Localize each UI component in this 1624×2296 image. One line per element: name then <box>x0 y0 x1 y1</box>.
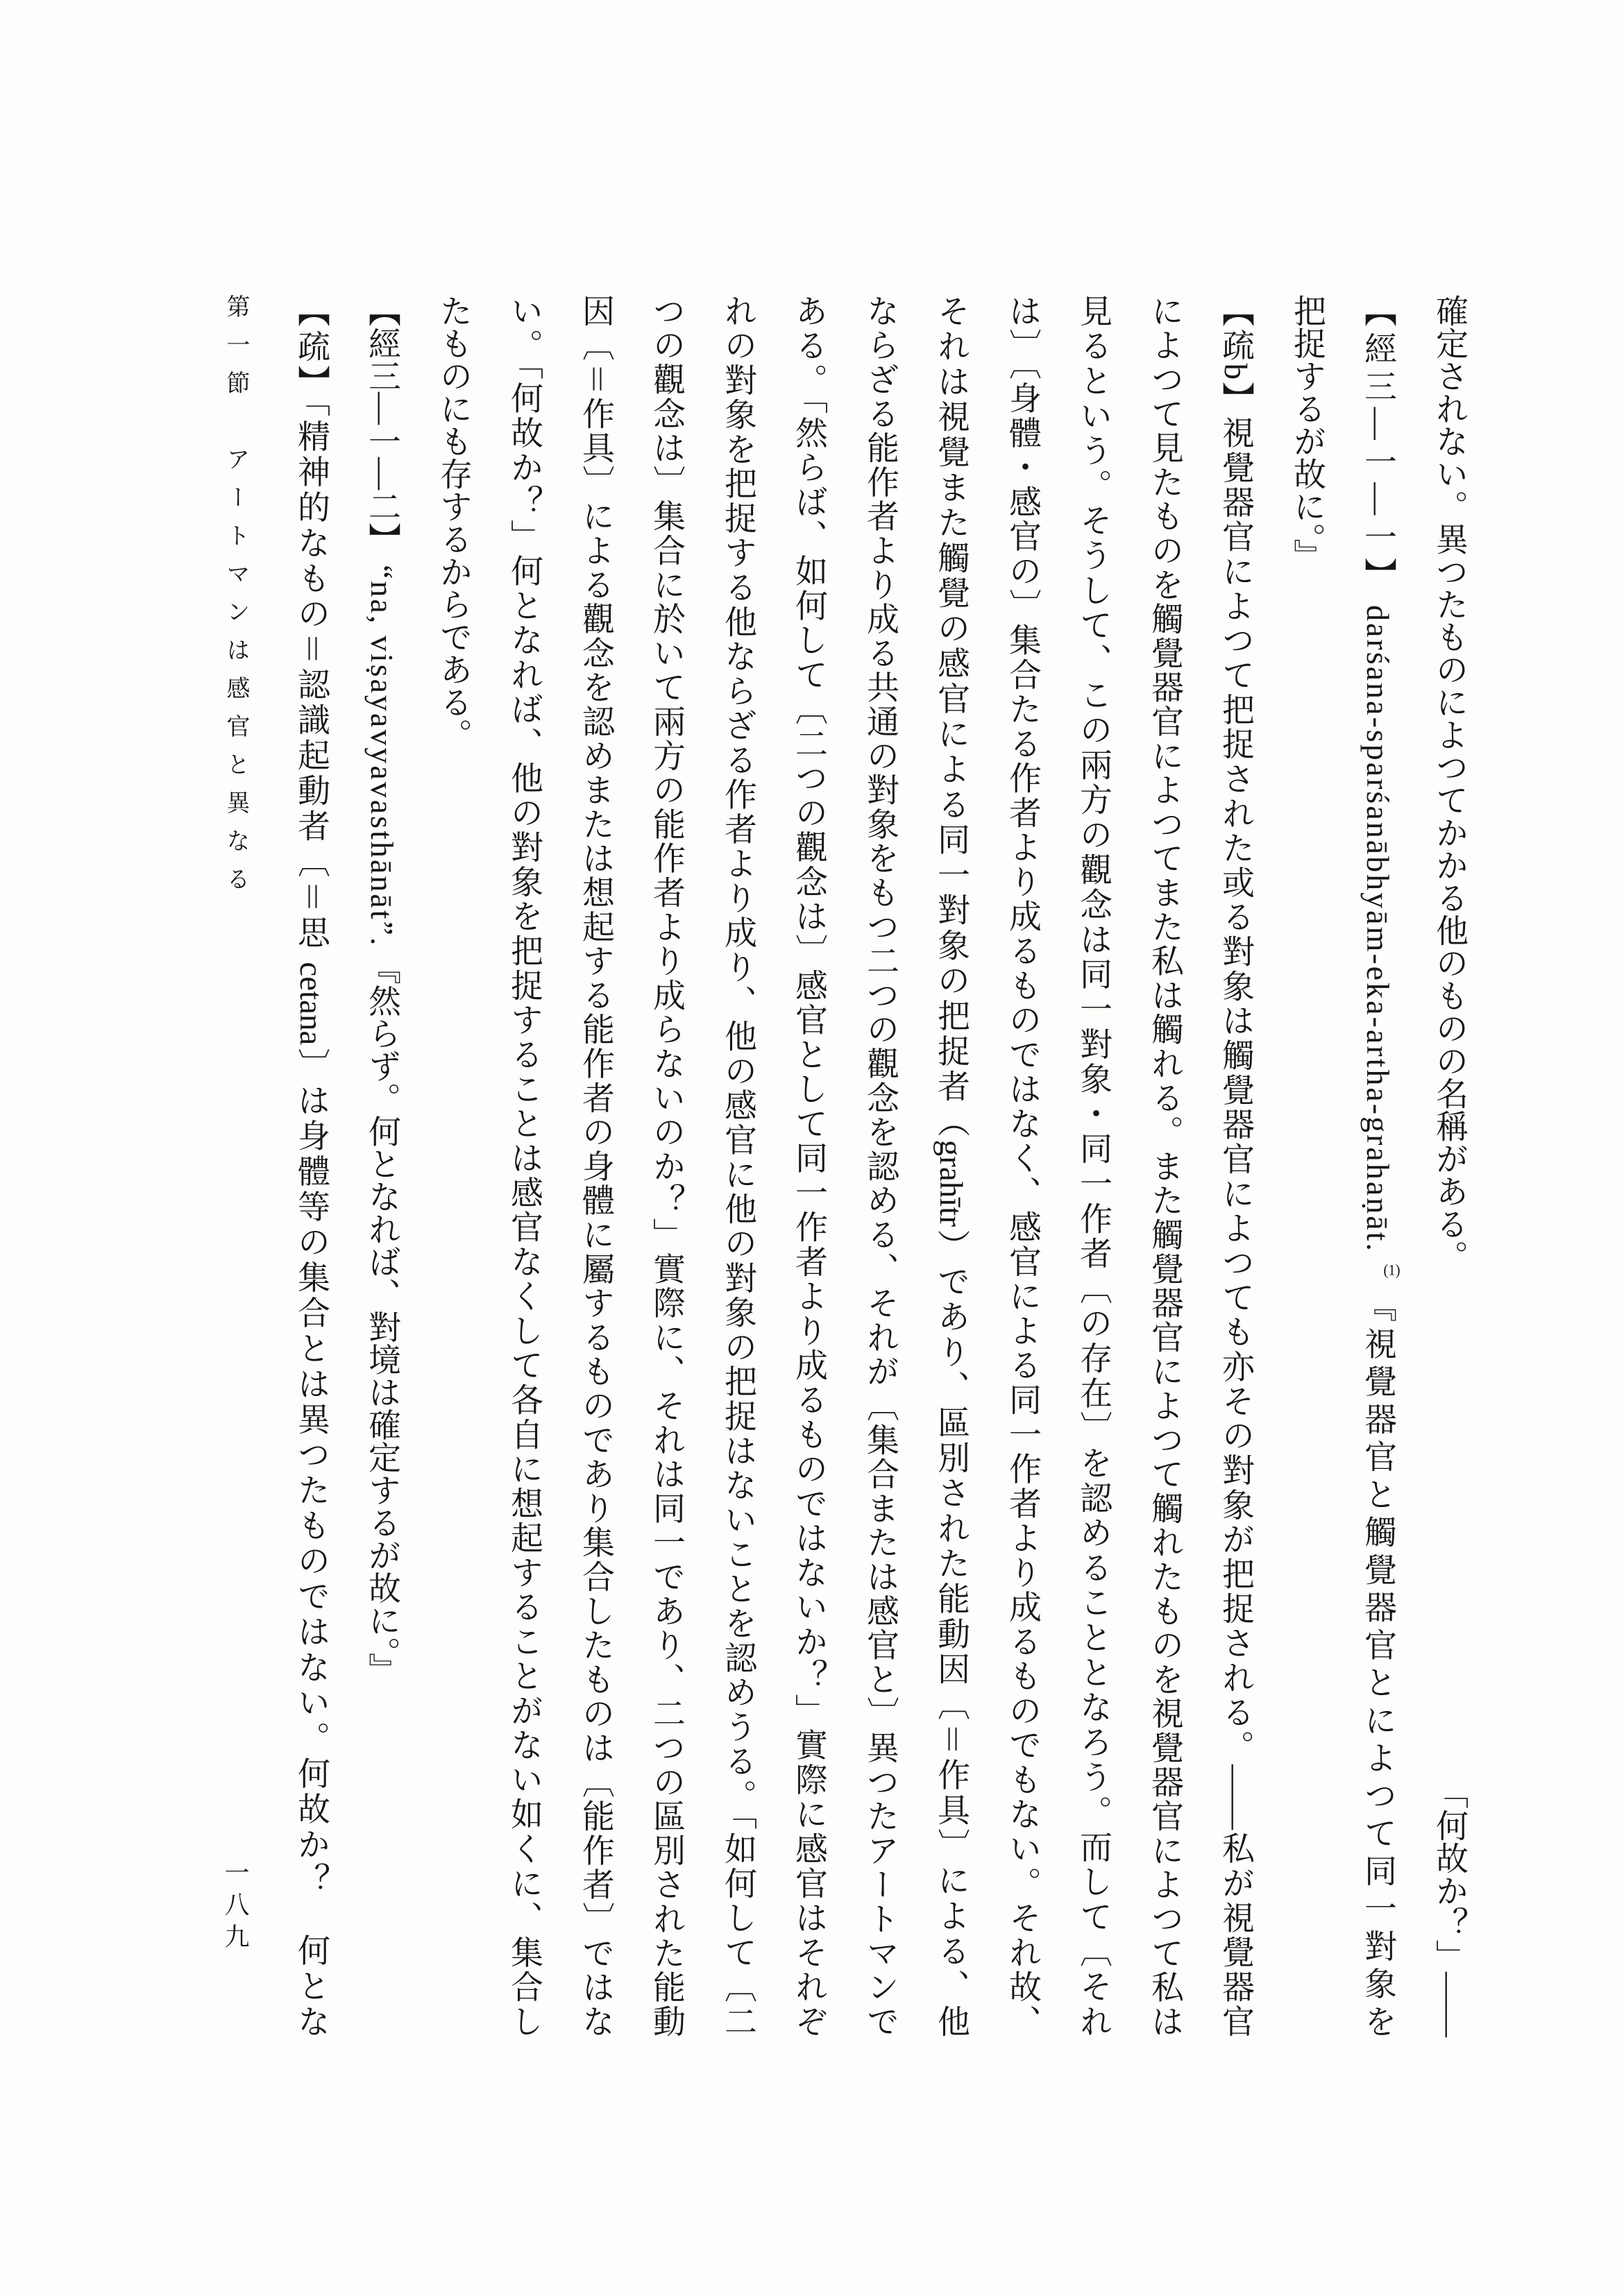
text-column-17 <box>290 294 332 2037</box>
text-column-10 <box>788 294 829 2037</box>
text-column-13 <box>575 294 616 2037</box>
commentary-label: 【疏b】 <box>1217 294 1253 416</box>
column-text: 因〔＝作具〕による觀念を認めまたは想起する能作者の身體に屬するものであり集合したものは〔能作者〕ではな <box>577 294 614 2037</box>
sanskrit-sutra: darśana-sparśanābhyām-eka-artha-grahaṇāt. <box>1360 604 1396 1253</box>
text-column-16 <box>361 294 403 2037</box>
column-text: それは視覺また觸覺の感官による同一對象の把捉者（grahītr）であり、區別された能動因〔＝作具〕による、他 <box>933 294 969 2037</box>
text-column-9 <box>859 294 901 2037</box>
text-column-7 <box>1001 294 1043 2037</box>
text-column-15 <box>432 294 474 2037</box>
text-column-12 <box>645 294 687 2037</box>
column-text-tail: 「何故か？」—— <box>1431 1776 1467 2037</box>
column-text: 把捉するが故に。』 <box>1289 294 1325 572</box>
column-text: によつて見たものを觸覺器官によつてまた私は觸れる。また觸覺器官によつて觸れたものを視覺器官によつて私は <box>1147 294 1183 2038</box>
page-number: 一八九 <box>221 1860 249 1955</box>
text-column-1 <box>1428 294 1470 2037</box>
text-column-3 <box>1286 294 1328 2037</box>
column-text: 確定されない。異つたものによつてかかる他のものの名稱がある。 <box>1431 294 1467 1273</box>
text-column-8 <box>930 294 972 2037</box>
text-column-11 <box>717 294 759 2037</box>
sutra-label: 【經三—一—二】 <box>364 294 400 555</box>
text-column-6 <box>1072 294 1114 2037</box>
column-text: ならざる能作者より成る共通の對象をもつ二つの觀念を認める、それが〔集合または感官と〕異つたアートマンで <box>862 294 898 2038</box>
sutra-label: 【經三—一—一】 <box>1360 294 1396 595</box>
footnote-ref: (1) <box>1383 1262 1401 1278</box>
column-text: 『然らず。何となれば、對境は確定するが故に。』 <box>364 951 400 1685</box>
column-text: れの對象を把捉する他ならざる作者より成り、他の感官に他の對象の把捉はないことを認めうる。「如何して〔二 <box>720 294 756 2038</box>
column-text: は〕〔身體・感官の〕集合たる作者より成るものではなく、感官による同一作者より成るものでもない。それ故、 <box>1004 294 1040 2037</box>
column-text: い。「何故か？」何となれば、他の對象を把捉することは感官なくして各自に想起することがない如くに、集合し <box>506 294 542 2037</box>
running-head: 第一節 アートマンは感官と異なる <box>223 294 248 905</box>
commentary-label: 【疏】 <box>293 294 329 401</box>
column-text: 「精神的なもの＝認識起動者〔＝思 cetana〕は身體等の集合とは異つたものではない。何故か？ 何とな <box>293 400 329 2037</box>
column-text: 『視覺器官と觸覺器官とによつて同一對象を <box>1360 1289 1396 2038</box>
text-column-5 <box>1144 294 1185 2037</box>
column-text: つの觀念は〕集合に於いて兩方の能作者より成らないのか？」實際に、それは同一であり、二つの區別された能動 <box>648 294 684 2037</box>
column-text: たものにも存するからである。 <box>435 294 471 751</box>
text-column-2 <box>1357 294 1401 2038</box>
sanskrit-sutra: “na, viṣayavyavasthānāt”. <box>364 565 400 948</box>
column-text: ある。「然らば、如何して〔二つの觀念は〕感官として同一作者より成るものではないか？」實際に感官はそれぞ <box>790 294 827 2038</box>
column-text: 見るという。そうして、この兩方の觀念は同一對象・同一作者〔の存在〕を認めることとなろう。而して〔それ <box>1075 294 1111 2037</box>
text-column-14 <box>503 294 545 2037</box>
column-text: 視覺器官によつて把捉された或る對象は觸覺器官によつても亦その對象が把捉される。——私が視覺器官 <box>1217 416 1253 2038</box>
text-column-4 <box>1215 294 1256 2037</box>
